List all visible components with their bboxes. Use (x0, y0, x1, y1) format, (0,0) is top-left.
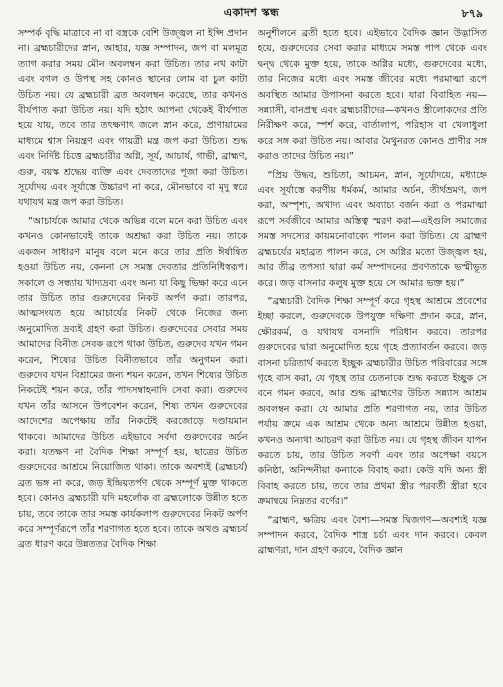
paragraph: “ব্রাহ্মণ, ক্ষত্রিয় এবং বৈশ্য—সমস্ত দ্বিজগণ—অবশ্যই যজ্ঞ সম্পাদন করবে, বৈদিক শাস্ত্র চর্চা এবং দান করবে। কেবল ব্রাহ্মণরা, দান গ্রহণ করবে, বৈদিক জ্ঞান (257, 514, 487, 557)
text-columns (18, 26, 487, 681)
right-column (258, 26, 488, 681)
left-column (18, 26, 248, 681)
paragraph: “ব্রহ্মচারী বৈদিক শিক্ষা সম্পূর্ণ করে গৃহস্থ আশ্রমে প্রবেশের ইচ্ছা করলে, গুরুদেবকে উপযুক্ত দক্ষিণা প্রদান করে, স্নান, ক্ষৌরকর্ম, ও যথাযথ বসনাদি পরিধান করবে। তারপর গুরুদেবের দ্বারা অনুমোদিত হয়ে গৃহে প্রত্যাবর্তন করবে। জড় বাসনা চরিতার্থ করতে ইচ্ছুক ব্রহ্মচারীর উচিত পরিবারের সঙ্গে গৃহে বাস করা, যে গৃহস্থ তার চেতনাকে শুদ্ধ করতে ইচ্ছুক সে বনে গমন করবে, আর শুদ্ধ ব্রাহ্মণের উচিত সন্ন্যাস আশ্রম অবলম্বন করা। যে আমার প্রতি শরণাগত নয়, তার উচিত পর্যায় ক্রমে এক আশ্রম থেকে অন্য আশ্রমে উন্নীত হওয়া, কখনও অন্যথা আচরণ করা উচিত নয়। যে গৃহস্থ জীবন যাপন করতে চায়, তার উচিত সবর্ণা এবং তার অপেক্ষা বয়সে কনিষ্ঠা, অনিন্দনীয়া কন্যাকে বিবাহ করা। কেউ যদি অন্য স্ত্রী বিবাহ করতে চায়, তবে তার প্রথমা স্ত্রীর পরবর্তী স্ত্রীরা হবে ক্রমান্বয়ে নিম্নতর বর্ণের।” (257, 295, 487, 508)
running-head: একাদশ স্কন্ধ (223, 5, 280, 19)
page-header (20, 4, 483, 22)
paragraph: “প্রিয় উদ্ধব, শুচিতা, আচমন, স্নান, সূর্যোদয়ে, মধ্যাহ্নে এবং সূর্যাস্তে করণীয় ধর্মকর্ম, আমার অর্চন, তীর্থভ্রমণ, জপ করা, অস্পৃশ্য, অখাদ্য এবং অব্যাচ্য বর্জন করা ও পরমাত্মা রূপে সর্বজীবে আমার অস্তিত্ব স্মরণ করা—এইগুলি সমাজের সমস্ত সদস্যের কায়মনোবাক্যে পালন করা উচিত। যে ব্রাহ্মণ ব্রহ্মচর্যের মহাব্রত পালন করে, সে অগ্নির মতো উজ্জ্বল হয়, আর তীব্র তপস্যা দ্বারা কর্ম সম্পাদনের প্রবণতাকে ভস্মীভূত করে। জড় বাসনার কলুষ মুক্ত হয়ে সে আমার ভক্ত হয়।” (257, 169, 487, 289)
page-number: ৮৭৯ (461, 7, 483, 20)
paragraph: “আচার্যকে আমার থেকে অভিন্ন বলে মনে করা উচিত এবং কখনও কোনভাবেই তাকে অশ্রদ্ধা করা উচিত নয়। তাকে একজন সাধারণ মানুষ বলে মনে করে তার প্রতি ঈর্ষান্বিত হওয়া উচিত নয়, কেননা সে সমস্ত দেবতার প্রতিনিধিস্বরূপ। সকালে ও সন্ধ্যায় খাদ্যদ্রব্য এবং অন্য যা কিছু ভিক্ষা করে এনে তার উচিত তার গুরুদেবের নিকট অর্পণ করা। তারপর, আত্মসংযত হয়ে আচার্যের নিকট থেকে নিজের জন্য অনুমোদিত দ্রব্যই গ্রহণ করা উচিত। গুরুদেবের সেবার সময় আমাদের বিনীত সেবক রূপে থাকা উচিত, গুরুদেব যখন গমন করেন, শিষ্যের উচিত বিনীতভাবে তাঁর অনুগমন করা। গুরুদেব যখন বিশ্রামের জন্য শয়ন করেন, তখন শিষ্যের উচিত নিকটেই শয়ন করে, তাঁর পাদসম্বাহনাদি সেবা করা। গুরুদেব যখন তাঁর আসনে উপবেশন করেন, শিষ্য তখন গুরুদেবের আদেশের অপেক্ষায় তাঁর নিকটেই করজোড়ে দণ্ডায়মান থাকবে। আমাদের উচিত এইভাবে সর্বদা গুরুদেবের অর্চন করা। যতক্ষণ না বৈদিক শিক্ষা সম্পূর্ণ হয়, ছাত্রের উচিত গুরুদেবের আশ্রমে নিয়োজিত থাকা। তাকে অবশ্যই (ব্রহ্মচর্য) ব্রত ভঙ্গ না করে, জড় ইন্দ্রিয়তর্পণ থেকে সম্পূর্ণ মুক্ত থাকতে হবে। কোনও ব্রহ্মচারী যদি মহর্লোক বা ব্রহ্মলোকে উন্নীত হতে চায়, তবে তাকে তার সমস্ত কার্যকলাপ গুরুদেবের নিকট অর্পণ করে সম্পূর্ণরূপে তাঁর শরণাগত হতে হবে। তাকে অখণ্ড ব্রহ্মচর্য ব্রত ধারণ করে উন্নততর বৈদিক শিক্ষা (18, 215, 248, 551)
paragraph: অনুশীলনে ব্রতী হতে হবে। এইভাবে বৈদিক জ্ঞান উদ্ভাসিত হয়ে, গুরুদেবের সেবা করার মাধ্যমে সমস্ত পাপ থেকে এবং দ্বন্দ্ব থেকে মুক্ত হয়ে, তাকে অগ্নির মধ্যে, গুরুদেবের মধ্যে, তার নিজের মধ্যে এবং সমস্ত জীবের মধ্যে পরমাত্মা রূপে অবস্থিত আমার উপাসনা করতে হবে। যারা বিবাহিত নয়—সন্ন্যাসী, বানপ্রস্থ এবং ব্রহ্মচারীদের—কখনও স্ত্রীলোকদের প্রতি নিরীক্ষণ করে, স্পর্শ করে, বার্তালাপ, পরিহাস বা খেলাধুলা করে সঙ্গ করা উচিত নয়। আবার মৈথুনরত কোনও প্রাণীর সঙ্গ করাও তাদের উচিত নয়।” (257, 28, 487, 163)
paragraph: সম্পর্ক বৃদ্ধি মাত্রাবে না বা বস্ত্রকে বেশি উজ্জ্বল না ইপ্সি প্রদান না। ব্রহ্মচারীদের স্নান, আহার, যজ্ঞ সম্পাদন, জপ বা মলমূত্র ত্যাগ করার সময় মৌন অবলম্বন করা উচিত। তার নখ কাটা এবং বগল ও উপস্থ সহ কোনও স্থানের লোম বা চুল কাটা উচিত নয়। যে ব্রহ্মচারী ব্রত অবলম্বন করেছে, তার কখনও বীর্যপাত করা উচিত নয়। যদি হঠাৎ আপনা থেকেই বীর্যপাত হয়ে যায়, তবে তার তৎক্ষণাৎ জলে স্নান করে, প্রাণায়ামের মাধ্যমে শ্বাস নিয়ন্ত্রণ এবং গায়ত্রী মন্ত্র জপ করা উচিত। শুদ্ধ এবং নির্দিষ্ট চিত্তে ব্রহ্মচারীর অগ্নি, সূর্য, আচার্য, গাভী, ব্রাহ্মণ, গুরু, বয়স্ক শ্রদ্ধেয় ব্যক্তি এবং দেবতাদের পূজা করা উচিত। সূর্যোদয় এবং সূর্যাস্তে উচ্চারণ না করে, মৌনভাবে বা মৃদু স্বরে যথাযথ মন্ত্র জপ করা উচিত। (18, 28, 248, 209)
